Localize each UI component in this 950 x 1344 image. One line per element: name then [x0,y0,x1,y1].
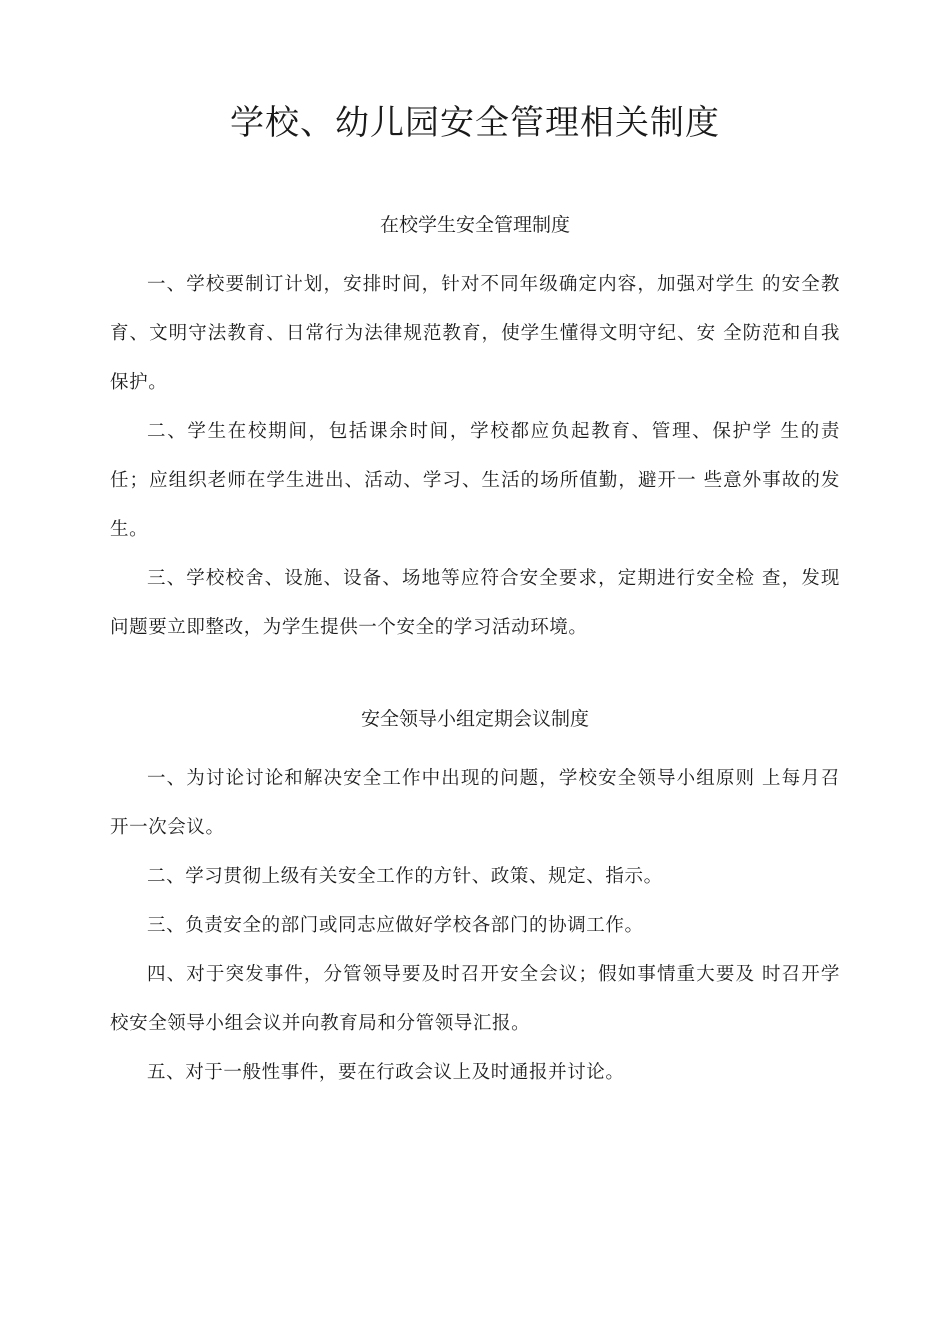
section-heading: 在校学生安全管理制度 [379,214,570,236]
paragraph: 一、学校要制订计划，安排时间，针对不同年级确定内容，加强对学生 的安全教育、文明守法教育、日常行为法律规范教育，使学生懂得文明守纪、安 全防范和自我保护。 [110,274,840,393]
section-heading: 安全领导小组定期会议制度 [360,708,589,730]
paragraph: 四、对于突发事件，分管领导要及时召开安全会议；假如事情重大要及 时召开学校安全领导小组会议并向教育局和分管领导汇报。 [110,964,840,1034]
paragraph: 三、学校校舍、设施、设备、场地等应符合安全要求，定期进行安全检 查，发现问题要立即整改，为学生提供一个安全的学习活动环境。 [110,568,840,638]
document-title: 学校、幼儿园安全管理相关制度 [230,103,720,143]
paragraph: 二、学生在校期间，包括课余时间，学校都应负起教育、管理、保护学 生的责任；应组织老师在学生进出、活动、学习、生活的场所值勤，避开一 些意外事故的发生。 [110,421,840,540]
paragraph: 五、对于一般性事件，要在行政会议上及时通报并讨论。 [147,1062,625,1083]
section-student-safety [110,208,840,652]
paragraph: 三、负责安全的部门或同志应做好学校各部门的协调工作。 [147,915,644,936]
paragraph: 二、学习贯彻上级有关安全工作的方针、政策、规定、指示。 [147,866,663,887]
section-leadership-meeting [110,702,840,1097]
paragraph: 一、为讨论讨论和解决安全工作中出现的问题，学校安全领导小组原则 上每月召开一次会议。 [110,768,840,838]
